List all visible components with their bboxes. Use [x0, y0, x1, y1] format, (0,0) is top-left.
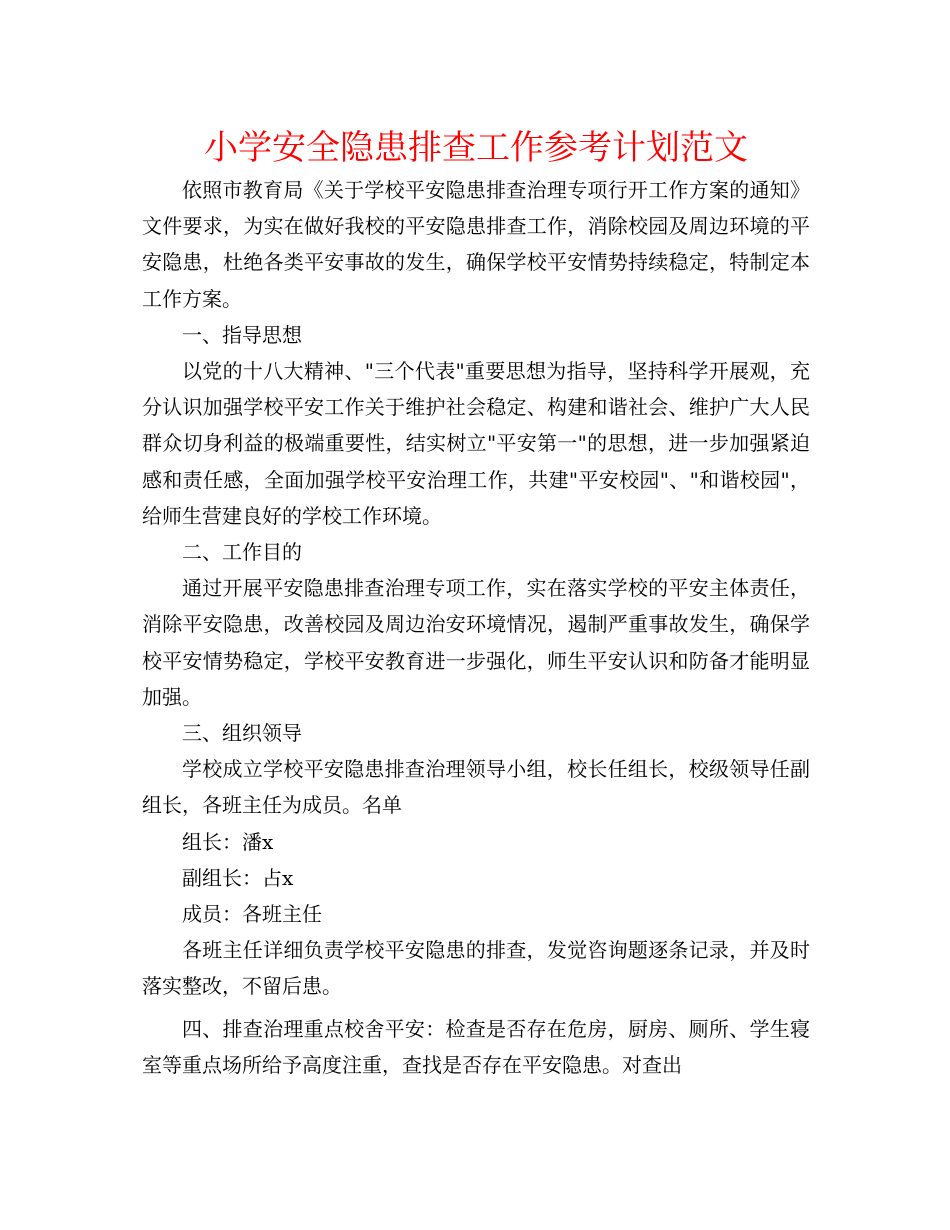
paragraph-organization: 学校成立学校平安隐患排查治理领导小组，校长任组长，校级领导任副组长，各班主任为成员。名单 [142, 757, 810, 818]
paragraph-intro: 依照市教育局《关于学校平安隐患排查治理专项行开工作方案的通知》文件要求，为实在做好我校的平安隐患排查工作，消除校园及周边环境的平安隐患，杜绝各类平安事故的发生，确保学校平安情势持续稳定，特制定本工作方案。 [142, 178, 810, 311]
paragraph-work-goal: 通过开展平安隐患排查治理专项工作，实在落实学校的平安主体责任，消除平安隐患，改善校园及周边治安环境情况，遏制严重事故发生，确保学校平安情势稳定，学校平安教育进一步强化，师生平安认识和防备才能明显加强。 [142, 576, 810, 709]
heading-guiding-thought: 一、指导思想 [182, 322, 302, 347]
document-title: 小学安全隐患排查工作参考计划范文 [204, 128, 748, 168]
list-item-members: 成员：各班主任 [182, 902, 322, 927]
list-item-leader: 组长：潘x [182, 829, 274, 854]
list-item-deputy-leader: 副组长：占x [182, 865, 294, 890]
paragraph-guiding-thought: 以党的十八大精神、"三个代表"重要思想为指导，坚持科学开展观，充分认识加强学校平安工作关于维护社会稳定、构建和谐社会、维护广大人民群众切身利益的极端重要性，结实树立"平安第一"的思想，进一步加强紧迫感和责任感，全面加强学校平安治理工作，共建"平安校园"、"和谐校园"，给师生营建良好的学校工作环境。 [142, 359, 810, 528]
document-body [142, 172, 810, 1083]
paragraph-inspection-focus: 四、排查治理重点校舍平安：检查是否存在危房，厨房、厕所、学生寝室等重点场所给予高度注重，查找是否存在平安隐患。对查出 [142, 1016, 810, 1077]
heading-organization: 三、组织领导 [182, 721, 302, 746]
document-page [142, 124, 810, 1083]
paragraph-responsibility: 各班主任详细负责学校平安隐患的排查，发觉咨询题逐条记录，并及时落实整改，不留后患。 [142, 938, 810, 999]
heading-work-goal: 二、工作目的 [182, 540, 302, 565]
